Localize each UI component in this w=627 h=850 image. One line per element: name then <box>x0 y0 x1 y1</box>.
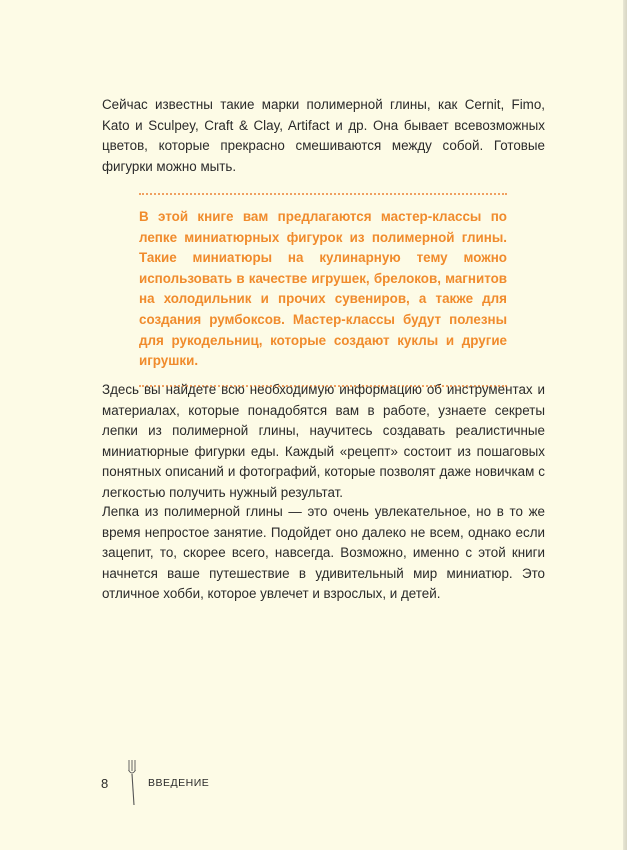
body-paragraph-1: Сейчас известны такие марки полимерной глины, как Cernit, Fimo, Kato и Sculpey, Craft & Clay, Artifact и др. Она бывает всевозможных цветов, которые прекрасно смешиваются между собой. Готовые фигурки можно мыть. <box>102 97 545 174</box>
page-edge <box>623 0 627 850</box>
page-footer <box>101 771 301 811</box>
body-paragraph-2: Здесь вы найдете всю необходимую информацию об инструментах и материалах, которые понадобятся вам в работе, узнаете секреты лепки из полимерной глины, научитесь создавать реалистичные миниатюрные фигурки еды. Каждый «рецепт» состоит из пошаговых понятных описаний и фотографий, которые позволят даже новичкам с легкостью получить нужный результат. <box>102 382 545 500</box>
page-number: 8 <box>101 776 109 791</box>
section-label: ВВЕДЕНИЕ <box>148 777 210 789</box>
fork-icon <box>127 759 139 807</box>
callout-box <box>139 193 507 387</box>
callout-text: В этой книге вам предлагаются мастер-классы по лепке миниатюрных фигурок из полимерной глины. Такие миниатюры на кулинарную тему можно использовать в качестве игрушек, брелоков, магнитов на холодильник и прочих сувениров, а также для создания румбоксов. Мастер-классы будут полезны для рукодельниц, которые создают куклы и другие игрушки. <box>139 209 507 369</box>
body-paragraph-3: Лепка из полимерной глины — это очень увлекательное, но в то же время непростое занятие. Подойдет оно далеко не всем, однако если зацепит, то, скорее всего, навсегда. Возможно, именно с этой книги начнется ваше путешествие в удивительный мир миниатюр. Это отличное хобби, которое увлечет и взрослых, и детей. <box>102 504 545 601</box>
